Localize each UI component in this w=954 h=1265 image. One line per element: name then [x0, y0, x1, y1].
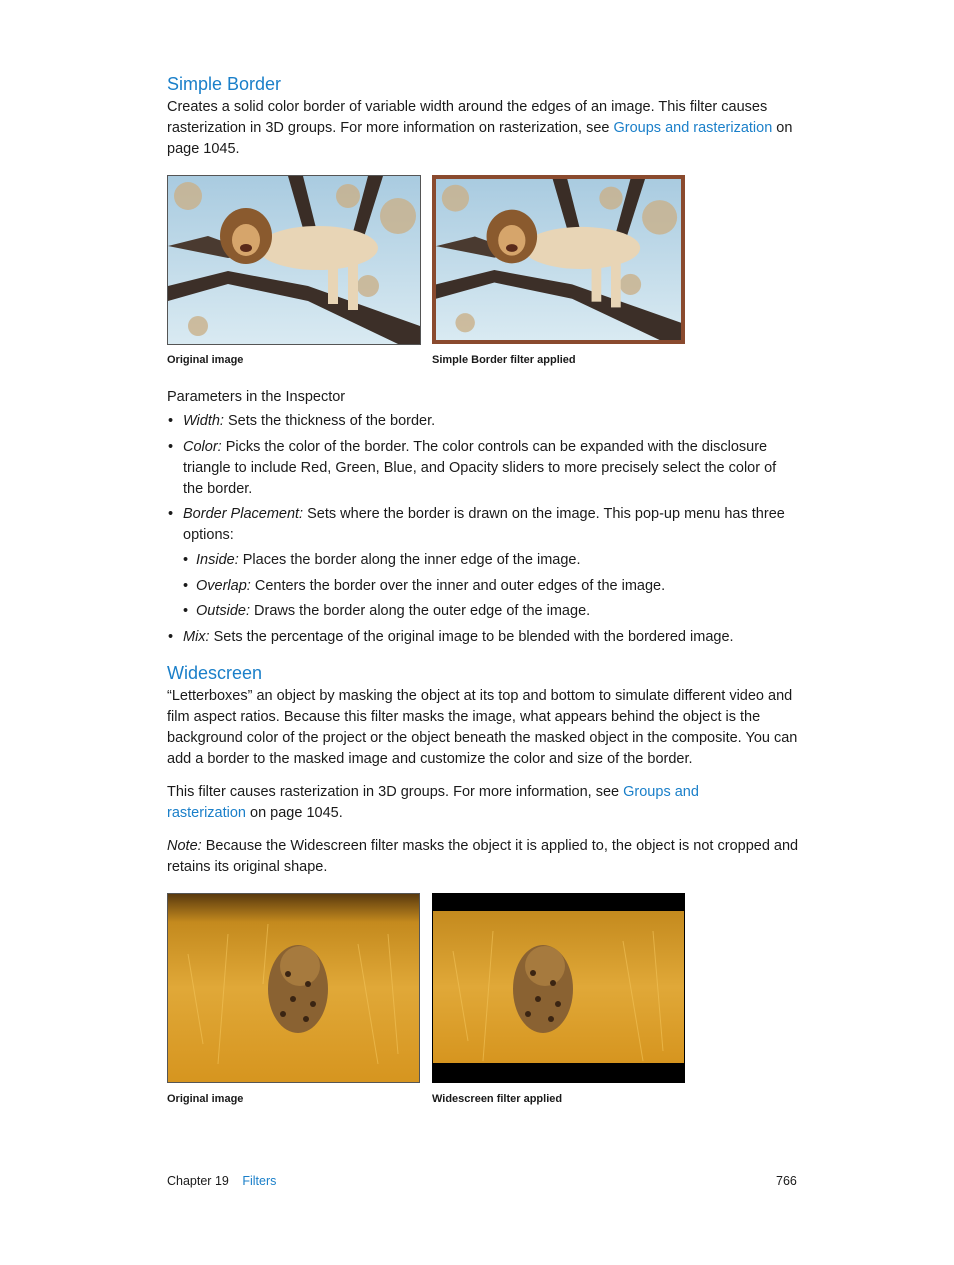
param-term: Color: — [183, 439, 222, 455]
option-text: Centers the border over the inner and outer edges of the image. — [250, 578, 666, 594]
param-color — [168, 437, 797, 500]
caption-simple-border-applied: Simple Border filter applied — [432, 354, 576, 366]
option-term: Outside: — [196, 603, 250, 619]
bullet-dot: • — [168, 439, 174, 455]
option-inside — [183, 550, 796, 571]
caption-widescreen-applied: Widescreen filter applied — [432, 1093, 563, 1105]
intro-text-end: on page 1045. — [167, 120, 793, 157]
groups-rasterization-link-2[interactable]: Groups and rasterization — [167, 784, 699, 821]
option-text: Places the border along the inner edge of the image. — [238, 552, 581, 568]
param-border-placement — [168, 504, 797, 546]
param-term: Mix: — [183, 629, 210, 645]
parameters-heading: Parameters in the Inspector — [167, 389, 346, 405]
bullet-dot: • — [168, 413, 174, 429]
section-heading-simple-border: Simple Border — [167, 74, 282, 94]
param-mix — [168, 627, 797, 648]
option-term: Overlap: — [196, 578, 251, 594]
note-text: Because the Widescreen filter masks the object it is applied to, the object is not cropped and retains its original shape. — [167, 838, 799, 875]
param-term: Width: — [183, 413, 224, 429]
intro-text: Creates a solid color border of variable width around the edges of an image. This filter causes rasterization in 3D groups. For more information on rasterization, see — [167, 99, 768, 136]
note-label: Note: — [167, 838, 202, 854]
leopard-original-image — [167, 893, 420, 1083]
widescreen-note — [167, 836, 799, 878]
bullet-dot: • — [183, 578, 189, 594]
caption-original-2: Original image — [167, 1093, 244, 1105]
bullet-dot: • — [168, 506, 174, 522]
param-width — [168, 411, 797, 432]
bullet-dot: • — [168, 629, 174, 645]
caption-original: Original image — [167, 354, 244, 366]
param-text: Picks the color of the border. The color controls can be expanded with the disclosure triangle to include Red, Green, Blue, and Opacity sliders to more precisely select the color of the border. — [183, 439, 777, 497]
lion-bordered-image — [432, 175, 685, 344]
lion-original-image — [167, 175, 421, 345]
param-text: Sets where the border is drawn on the image. This pop-up menu has three options: — [183, 506, 785, 543]
param-text: Sets the thickness of the border. — [223, 413, 436, 429]
section-heading-widescreen: Widescreen — [167, 663, 263, 683]
chapter-number: Chapter 19 — [167, 1174, 229, 1188]
page-number: 766 — [776, 1174, 797, 1188]
para2-text-end: on page 1045. — [245, 805, 343, 821]
leopard-widescreen-image — [432, 893, 685, 1083]
option-text: Draws the border along the outer edge of the image. — [250, 603, 591, 619]
chapter-link-filters[interactable]: Filters — [242, 1174, 277, 1188]
option-overlap — [183, 576, 796, 597]
footer-chapter — [167, 1174, 276, 1188]
param-text: Sets the percentage of the original image to be blended with the bordered image. — [209, 629, 734, 645]
groups-rasterization-link[interactable]: Groups and rasterization — [613, 120, 773, 136]
para2-text: This filter causes rasterization in 3D groups. For more information, see — [167, 784, 624, 800]
simple-border-intro — [167, 97, 799, 160]
bullet-dot: • — [183, 552, 189, 568]
widescreen-para1: “Letterboxes” an object by masking the object at its top and bottom to simulate different video and film aspect ratios. Because this filter masks the image, what appears behind the object is the background color of the project or the object beneath the masked object in the composite. You can add a border to the masked image and customize the color and size of the border. — [167, 688, 798, 767]
bullet-dot: • — [183, 603, 189, 619]
param-term: Border Placement: — [183, 506, 304, 522]
option-outside — [183, 601, 796, 622]
option-term: Inside: — [196, 552, 239, 568]
widescreen-para2 — [167, 782, 727, 824]
